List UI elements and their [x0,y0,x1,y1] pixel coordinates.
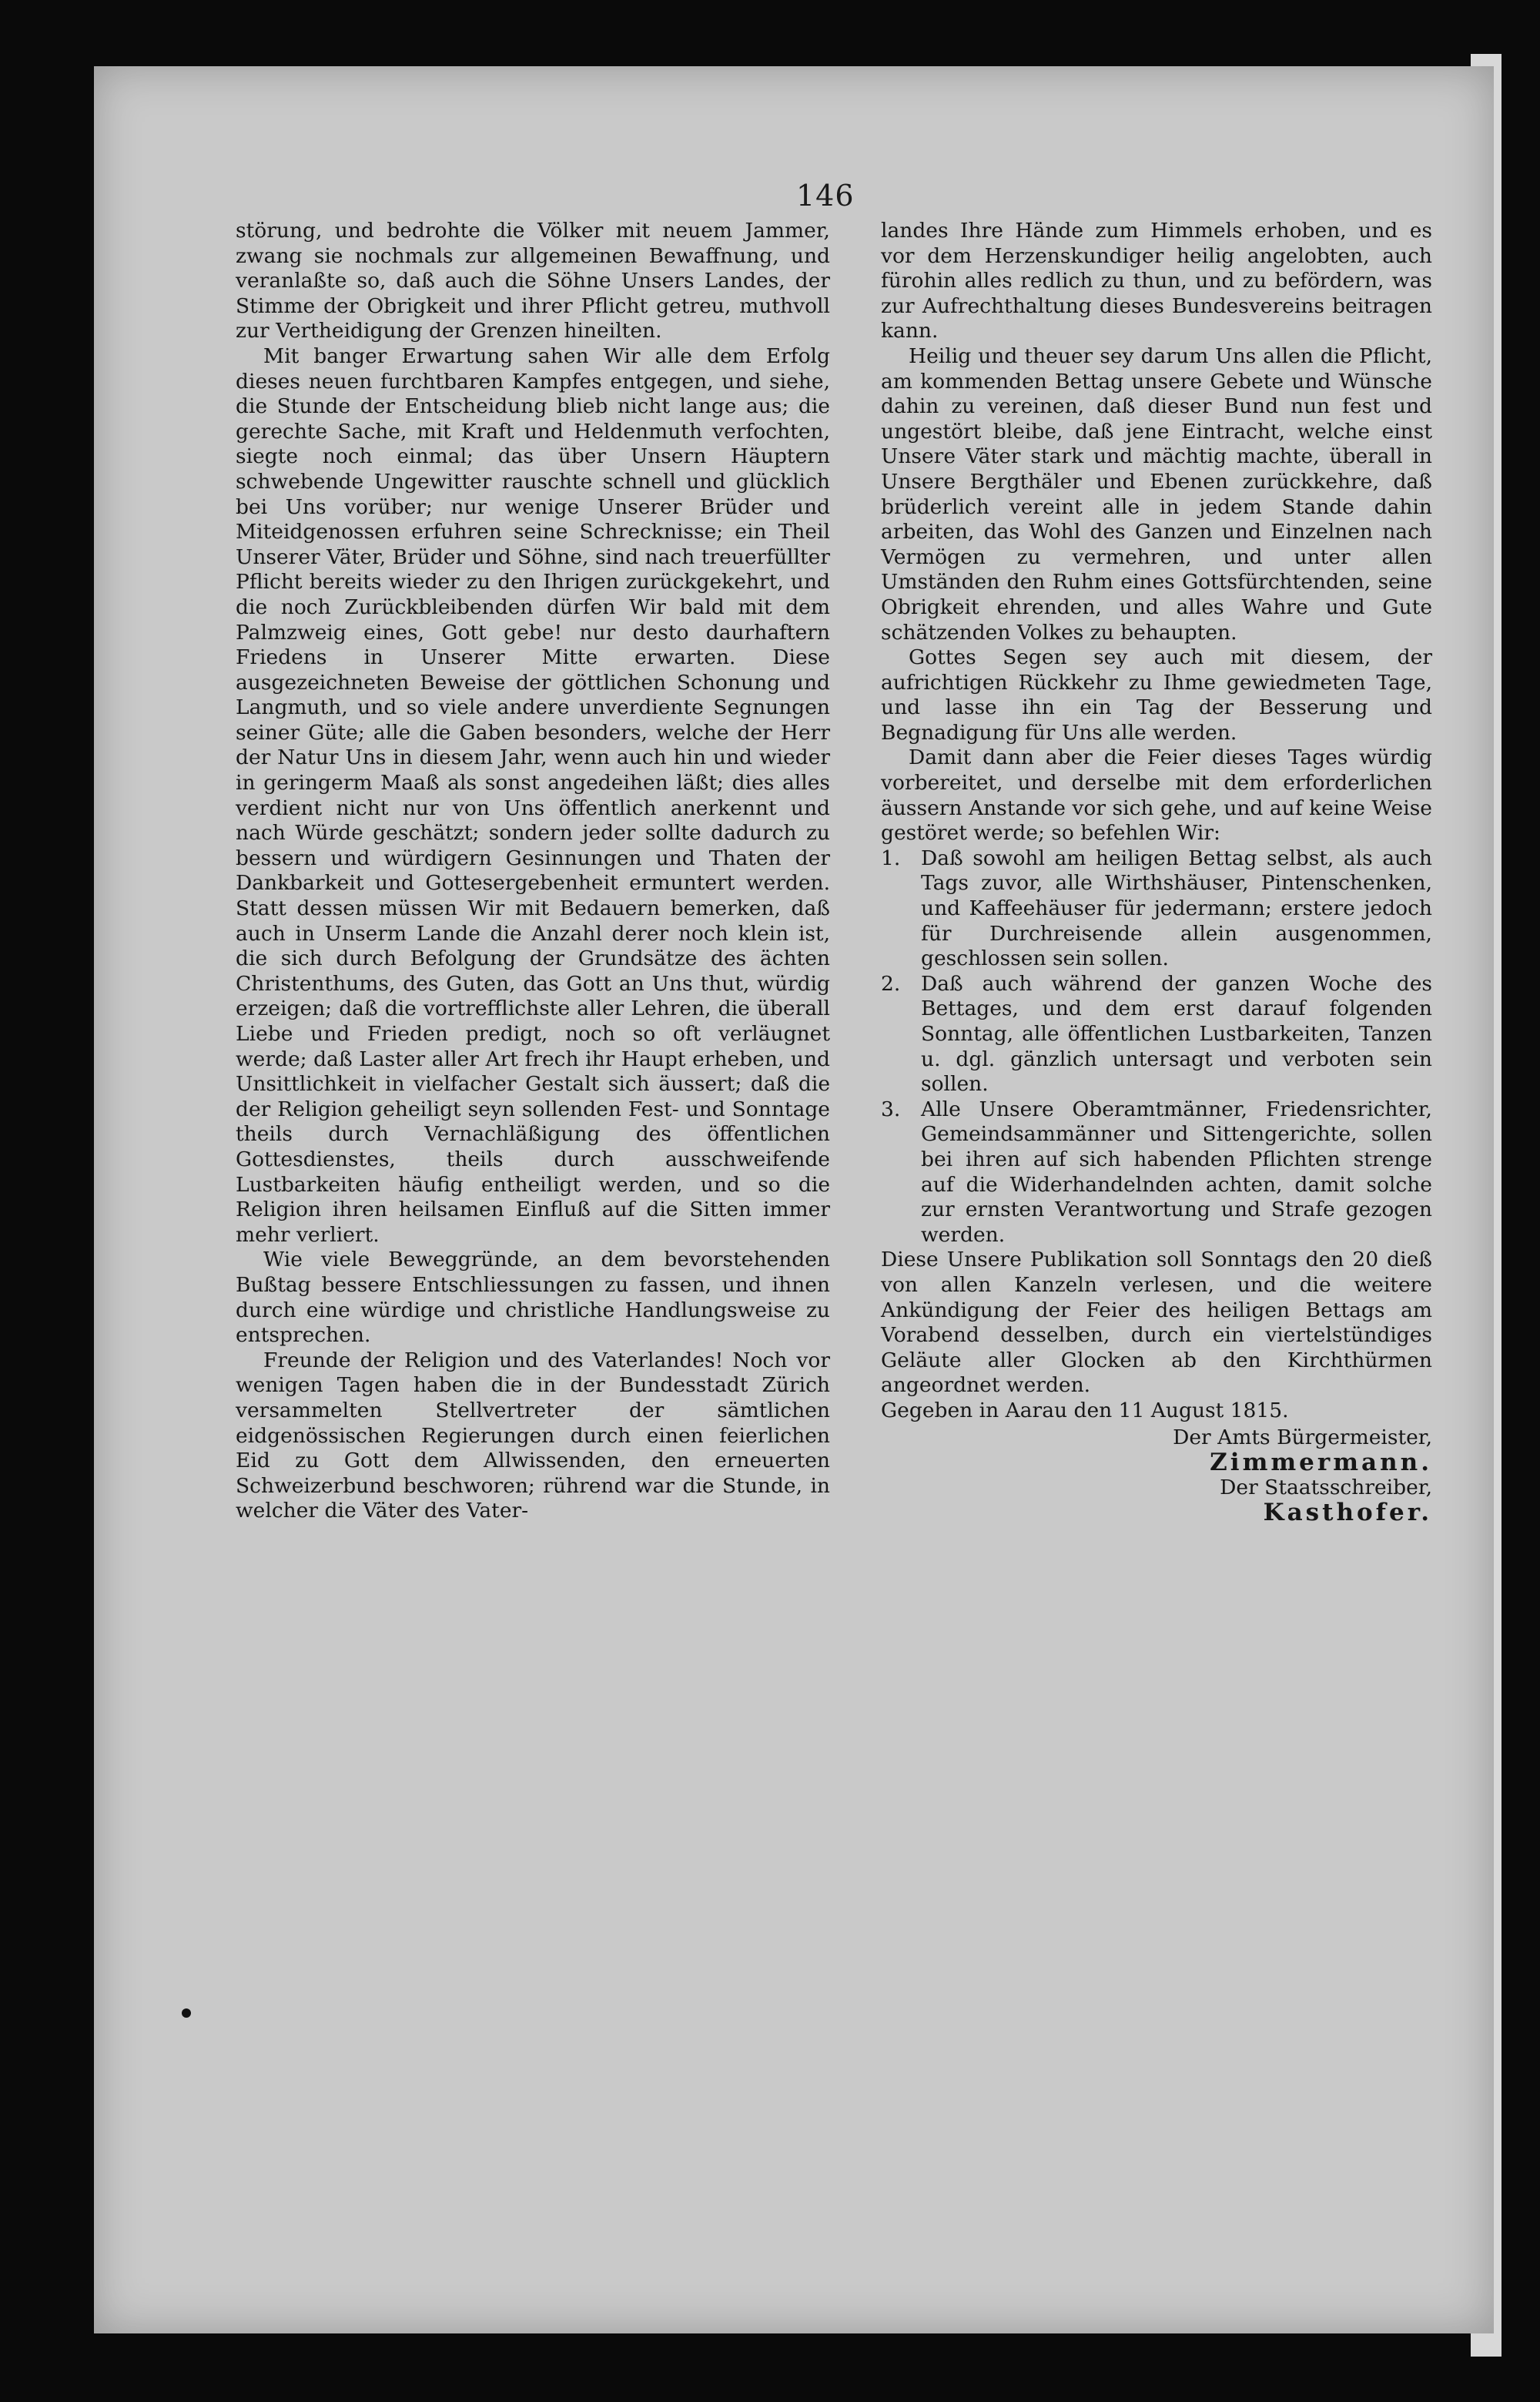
closing-paragraph: Diese Unsere Publikation soll Sonntags den 20 dieß von allen Kanzeln verlesen, und die weitere Ankündigung der Feier des heiligen Bettags am Vorabend desselben, durch ein viertelstündiges Geläute aller Glocken ab den Kirchthürmen angeordnet werden. [881,1248,1432,1398]
secretary-title: Der Staatsschreiber, [1220,1475,1432,1499]
paragraph: Mit banger Erwartung sahen Wir alle dem Erfolg dieses neuen furchtbaren Kampfes entgegen, und siehe, die Stunde der Entscheidung blieb nicht lange aus; die gerechte Sache, mit Kraft und Heldenmuth verfochten, siegte noch einmal; das über Unsern Häuptern schwebende Ungewitter rauschte schnell und glücklich bei Uns vorüber; nur wenige Unserer Brüder und Miteidgenossen erfuhren seine Schrecknisse; ein Theil Unserer Väter, Brüder und Söhne, sind nach treuerfüllter Pflicht bereits wieder zu den Ihrigen zurückgekehrt, und die noch Zurückbleibenden dürfen Wir bald mit dem Palmzweig eines, Gott gebe! nur desto daurhaftern Friedens in Unserer Mitte erwarten. Diese ausgezeichneten Beweise der göttlichen Schonung und Langmuth, und so viele andere unverdiente Segnungen seiner Güte; alle die Gaben besonders, welche der Herr der Natur Uns in diesem Jahr, wenn auch hin und wieder in geringerm Maaß als sonst angedeihen läßt; dies alles verdient nicht nur von Uns öffentlich anerkennt und nach Würde geschätzt; sondern jeder sollte dadurch zu bessern und würdigern Gesinnungen und Thaten der Dankbarkeit und Gottesergebenheit ermuntert werden. Statt dessen müssen Wir mit Bedauern bemerken, daß auch in Unserm Lande die Anzahl derer noch klein ist, die sich durch Befolgung der Grundsätze des ächten Christenthums, des Guten, das Gott an Uns thut, würdig erzeigen; daß die vortrefflichste aller Lehren, die überall Liebe und Frieden predigt, noch so oft verläugnet werde; daß Laster aller Art frech ihr Haupt erheben, und Unsittlichkeit in vielfacher Gestalt sich äussert; daß die der Religion geheiligt seyn sollenden Fest- und Sonntage theils durch Vernachläßigung des öffentlichen Gottesdienstes, theils durch ausschweifende Lustbarkeiten häufig entheiligt werden, und so die Religion ihren heilsamen Einfluß auf die Sitten immer mehr verliert. [236,343,830,1247]
paragraph: Gottes Segen sey auch mit diesem, der aufrichtigen Rückkehr zu Ihme gewiedmeten Tage, und lasse ihn ein Tag der Besserung und Begnadigung für Uns alle werden. [881,645,1432,745]
ordinance-text: Daß sowohl am heiligen Bettag selbst, als auch Tags zuvor, alle Wirthshäuser, Pintenschenken, und Kaffeehäuser für jedermann; erstere jedoch für Durchreisende allein ausgenommen, geschlossen sein sollen. [921,846,1432,971]
ink-speck [182,2008,191,2018]
paragraph: störung, und bedrohte die Völker mit neuem Jammer, zwang sie nochmals zur allgemeinen Bewaffnung, und veranlaßte so, daß auch die Söhne Unsers Landes, der Stimme der Obrigkeit und ihrer Pflicht getreu, muthvoll zur Vertheidigung der Grenzen hineilten. [236,219,830,343]
ordinance-item [881,972,1432,1097]
ordinance-number: 2. [881,971,901,996]
ordinance-number: 1. [881,846,901,870]
ordinance-item [881,1097,1432,1248]
paragraph: Wie viele Beweggründe, an dem bevorstehenden Bußtag bessere Entschliessungen zu fassen, und ihnen durch eine würdige und christliche Handlungsweise zu entsprechen. [236,1248,830,1348]
date-line: Gegeben in Aarau den 11 August 1815. [881,1398,1289,1422]
right-column [881,219,1432,1526]
ordinance-item [881,846,1432,972]
mayor-name: Zimmermann. [1210,1449,1432,1477]
paragraph: Heilig und theuer sey darum Uns allen die Pflicht, am kommenden Bettag unsere Gebete und Wünsche dahin zu vereinen, daß dieser Bund nun fest und ungestört bleibe, daß jene Eintracht, welche einst Unsere Väter stark und mächtig machte, überall in Unsere Bergthäler und Ebenen zurückkehre, daß brüderlich vereint alle in jedem Stande dahin arbeiten, das Wohl des Ganzen und Einzelnen nach Vermögen zu vermehren, und unter allen Umständen den Ruhm eines Gottsfürchtenden, seine Obrigkeit ehrenden, und alles Wahre und Gute schätzenden Volkes zu behaupten. [881,343,1432,645]
left-column [236,219,830,1524]
ordinance-text: Alle Unsere Oberamtmänner, Friedensrichter, Gemeindsammänner und Sittengerichte, sollen bei ihren auf sich habenden Pflichten strenge auf die Widerhandelnden achten, damit solche zur ernsten Verantwortung und Strafe gezogen werden. [921,1097,1432,1247]
page-number: 146 [796,179,855,213]
paragraph: Damit dann aber die Feier dieses Tages würdig vorbereitet, und derselbe mit dem erforderlichen äussern Anstande vor sich gehe, und auf keine Weise gestöret werde; so befehlen Wir: [881,745,1432,846]
paragraph: Freunde der Religion und des Vaterlandes! Noch vor wenigen Tagen haben die in der Bundesstadt Zürich versammelten Stellvertreter der sämtlichen eidgenössischen Regierungen durch einen feierlichen Eid zu Gott dem Allwissenden, den erneuerten Schweizerbund beschworen; rührend war die Stunde, in welcher die Väter des Vater- [236,1348,830,1523]
mayor-title: Der Amts Bürgermeister, [1173,1425,1432,1449]
ordinance-text: Daß auch während der ganzen Woche des Bettages, und dem erst darauf folgenden Sonntag, alle öffentlichen Lustbarkeiten, Tanzen u. dgl. gänzlich untersagt und verboten sein sollen. [921,971,1432,1097]
signature-block [881,1425,1432,1526]
secretary-name: Kasthofer. [1263,1499,1432,1527]
paragraph: landes Ihre Hände zum Himmels erhoben, und es vor dem Herzenskundiger heilig angelobten, auch fürohin alles redlich zu thun, und zu befördern, was zur Aufrechthaltung dieses Bundesvereins beitragen kann. [881,219,1432,343]
ordinance-number: 3. [881,1097,901,1121]
